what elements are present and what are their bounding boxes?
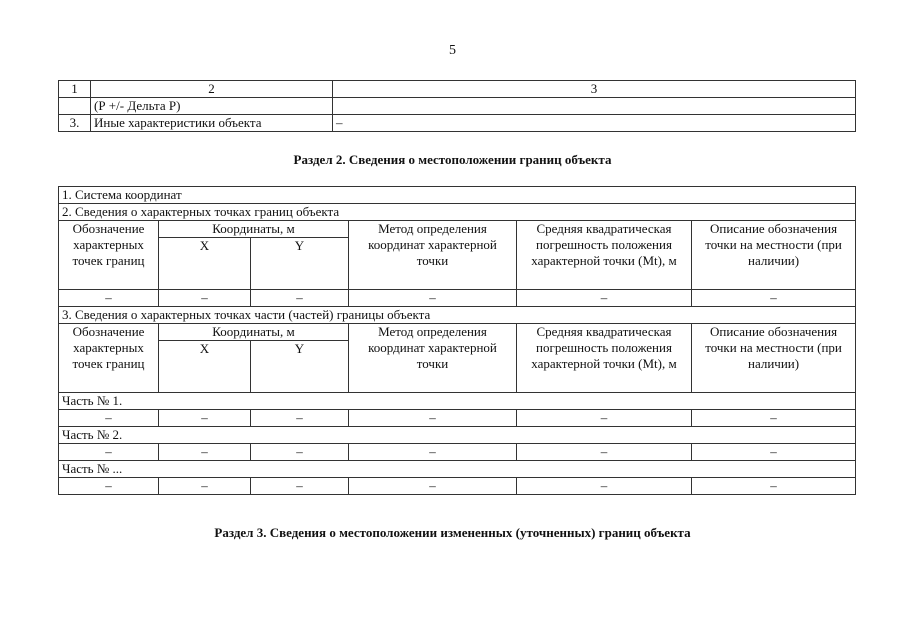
- col-coordinates: Координаты, м: [159, 221, 349, 238]
- cell-dash: –: [349, 444, 517, 461]
- cell-dash: –: [159, 478, 251, 495]
- part-label: Часть № ...: [59, 461, 856, 478]
- cell-dash: –: [349, 410, 517, 427]
- col-x: X: [159, 341, 251, 393]
- cell-dash: –: [517, 290, 692, 307]
- cell-dash: –: [159, 444, 251, 461]
- cell-dash: –: [159, 290, 251, 307]
- row-name: Иные характеристики объекта: [91, 115, 333, 132]
- col-description: Описание обозначения точки на местности (при наличии): [692, 221, 856, 290]
- cell-dash: –: [59, 290, 159, 307]
- col-designation: Обозначение характерных точек границ: [59, 221, 159, 290]
- col-method: Метод определения координат характерной точки: [349, 221, 517, 290]
- cell-dash: –: [251, 478, 349, 495]
- cell-dash: –: [517, 444, 692, 461]
- table-row: [59, 410, 856, 427]
- boundary-points-table: [58, 186, 856, 495]
- header-cell: 3: [333, 81, 856, 98]
- section3-title: Раздел 3. Сведения о местоположении измененных (уточненных) границ объекта: [214, 525, 691, 540]
- cell-dash: –: [692, 410, 856, 427]
- col-error: Средняя квадратическая погрешность положения характерной точки (Mt), м: [517, 324, 692, 393]
- cell-dash: –: [517, 478, 692, 495]
- row-value: –: [333, 115, 856, 132]
- table-row: [59, 478, 856, 495]
- cell-dash: –: [159, 410, 251, 427]
- col-coordinates: Координаты, м: [159, 324, 349, 341]
- cell-dash: –: [692, 444, 856, 461]
- cell-dash: –: [251, 290, 349, 307]
- col-y: Y: [251, 341, 349, 393]
- coord-system-label: 1. Система координат: [59, 187, 856, 204]
- part-label: Часть № 2.: [59, 427, 856, 444]
- cell-dash: –: [692, 290, 856, 307]
- table-row: [59, 290, 856, 307]
- col-x: X: [159, 238, 251, 290]
- col-error: Средняя квадратическая погрешность положения характерной точки (Mt), м: [517, 221, 692, 290]
- table-row: [59, 98, 856, 115]
- row-number: [59, 98, 91, 115]
- cell-dash: –: [59, 444, 159, 461]
- parts-section-label: 3. Сведения о характерных точках части (частей) границы объекта: [59, 307, 856, 324]
- table-row: [59, 444, 856, 461]
- col-description: Описание обозначения точки на местности (при наличии): [692, 324, 856, 393]
- cell-dash: –: [251, 410, 349, 427]
- characteristics-table: [58, 80, 856, 132]
- row-name: (Р +/- Дельта Р): [91, 98, 333, 115]
- part-label: Часть № 1.: [59, 393, 856, 410]
- points-section-label: 2. Сведения о характерных точках границ объекта: [59, 204, 856, 221]
- row-value: [333, 98, 856, 115]
- header-cell: 2: [91, 81, 333, 98]
- page-number: 5: [449, 43, 456, 58]
- col-method: Метод определения координат характерной точки: [349, 324, 517, 393]
- cell-dash: –: [59, 410, 159, 427]
- table-header-row: [59, 81, 856, 98]
- cell-dash: –: [251, 444, 349, 461]
- cell-dash: –: [59, 478, 159, 495]
- header-cell: 1: [59, 81, 91, 98]
- table-row: [59, 115, 856, 132]
- cell-dash: –: [349, 290, 517, 307]
- cell-dash: –: [517, 410, 692, 427]
- cell-dash: –: [692, 478, 856, 495]
- cell-dash: –: [349, 478, 517, 495]
- col-designation: Обозначение характерных точек границ: [59, 324, 159, 393]
- col-y: Y: [251, 238, 349, 290]
- row-number: 3.: [59, 115, 91, 132]
- section2-title: Раздел 2. Сведения о местоположении границ объекта: [293, 152, 612, 167]
